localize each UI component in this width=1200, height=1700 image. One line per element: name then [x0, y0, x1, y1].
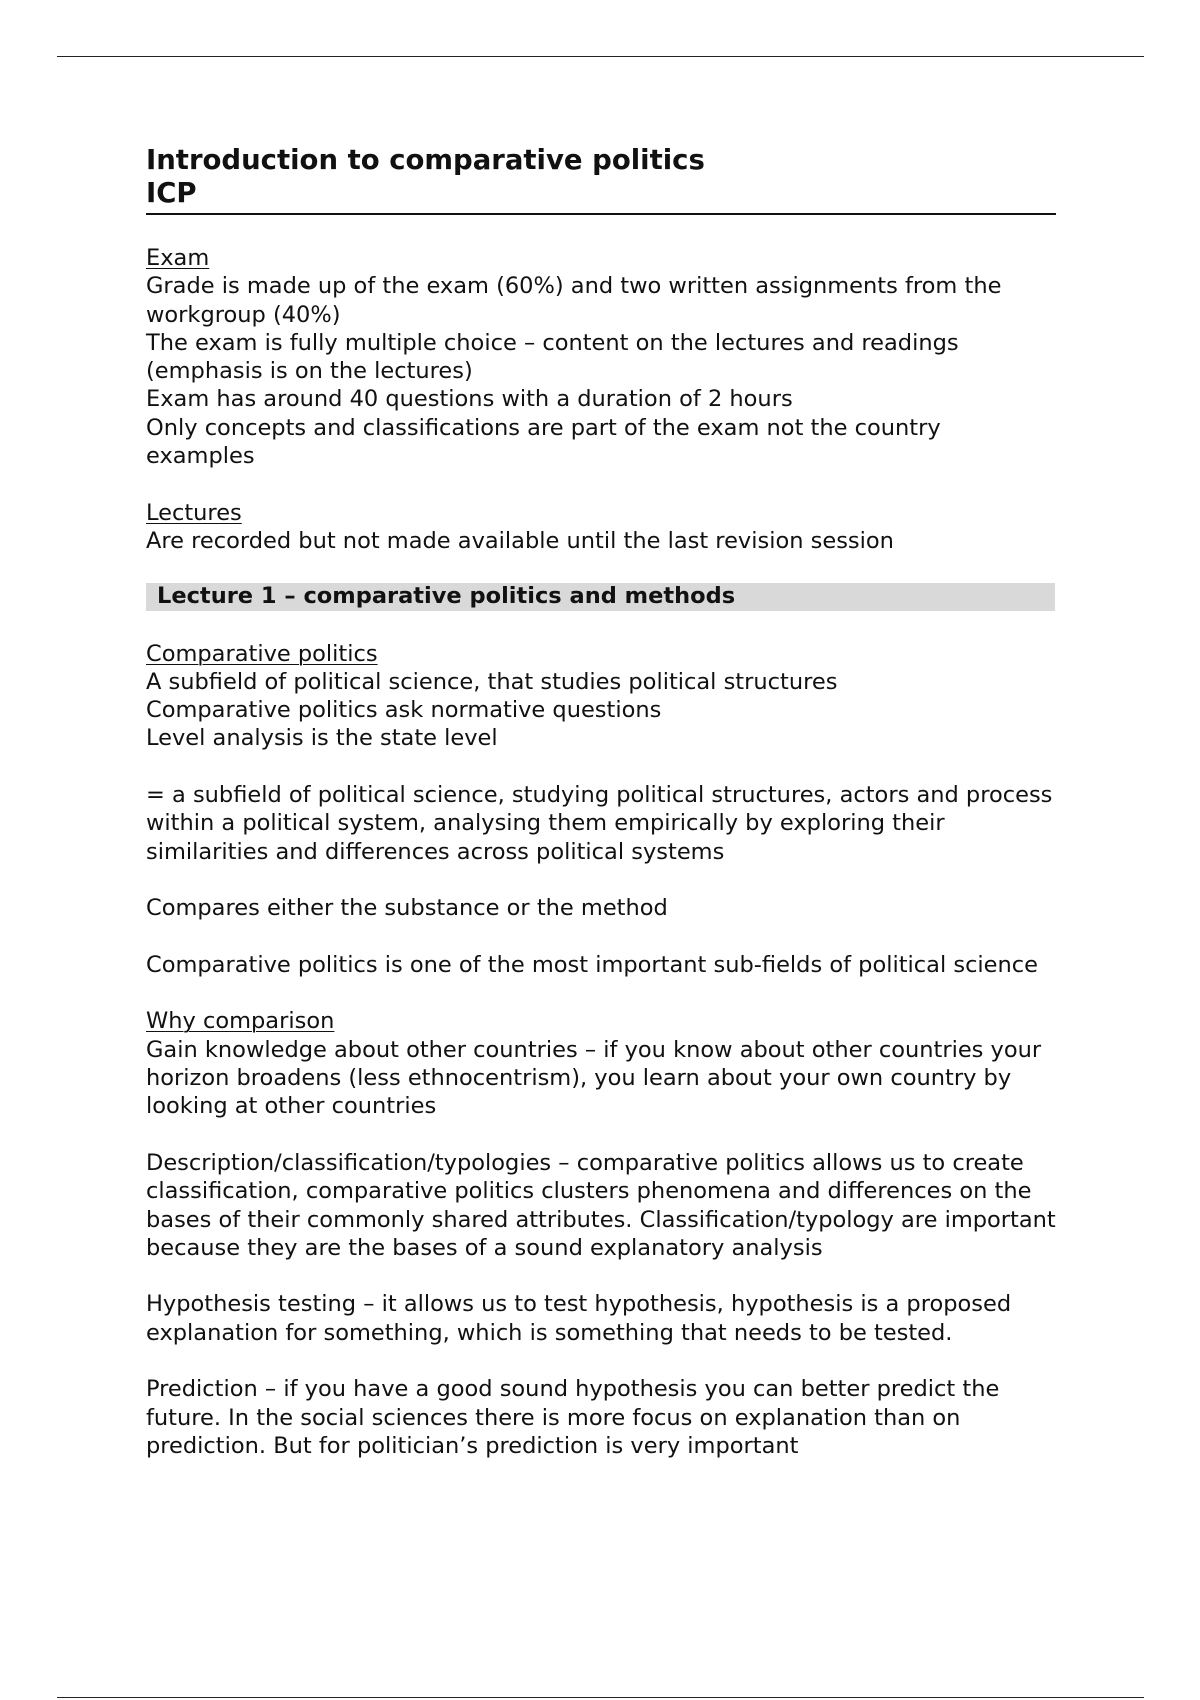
- document-subtitle: ICP: [146, 177, 197, 209]
- comparative-politics-line: Comparative politics ask normative questions: [146, 697, 662, 724]
- document-body: [146, 144, 1056, 1488]
- why-comparison-paragraph: Hypothesis testing – it allows us to test hypothesis, hypothesis is a proposed explanation for something, which is something that needs to be tested.: [146, 1291, 1012, 1346]
- comparative-politics-definition: = a subfield of political science, studying political structures, actors and process within a political system, analysing them empirically by exploring their similarities and differences across political systems: [146, 782, 1053, 865]
- lectures-heading: Lectures: [146, 499, 242, 526]
- comparative-politics-importance: Comparative politics is one of the most important sub-fields of political science: [146, 951, 1039, 978]
- exam-heading: Exam: [146, 245, 210, 271]
- exam-line: Only concepts and classifications are part of the exam not the country examples: [146, 414, 941, 470]
- comparative-politics-section: [146, 640, 1056, 753]
- exam-section: [146, 244, 1056, 470]
- comparative-politics-line: A subfield of political science, that studies political structures: [146, 668, 838, 695]
- page-bottom-rule: [57, 1697, 1144, 1698]
- comparative-politics-compares: Compares either the substance or the method: [146, 895, 668, 922]
- lectures-line: Are recorded but not made available until the last revision session: [146, 527, 894, 554]
- why-comparison-heading: Why comparison: [146, 1008, 335, 1035]
- why-comparison-paragraph: Gain knowledge about other countries – if you know about other countries your horizon broadens (less ethnocentrism), you learn about your own country by looking at other countries: [146, 1036, 1042, 1120]
- document-title: Introduction to comparative politics: [146, 144, 705, 176]
- why-comparison-paragraph: Description/classification/typologies – comparative politics allows us to create classification, comparative politics clusters phenomena and differences on the bases of their commonly shared attributes. Classification/typology are important because they are the bases of a sound explanatory analysis: [146, 1149, 1056, 1261]
- exam-line: Grade is made up of the exam (60%) and two written assignments from the workgroup (40%): [146, 273, 1002, 328]
- exam-line: The exam is fully multiple choice – content on the lectures and readings (emphasis is on the lectures): [146, 329, 959, 385]
- comparative-politics-heading: Comparative politics: [146, 640, 378, 667]
- title-underline: [146, 213, 1056, 215]
- why-comparison-section: [146, 1007, 1056, 1120]
- lectures-section: [146, 499, 1056, 556]
- lecture-1-heading-bar: Lecture 1 – comparative politics and methods: [146, 583, 1055, 611]
- why-comparison-paragraph: Prediction – if you have a good sound hypothesis you can better predict the future. In the social sciences there is more focus on explanation than on prediction. But for politician’s prediction is very important: [146, 1376, 1000, 1459]
- page-top-rule: [57, 56, 1144, 57]
- exam-line: Exam has around 40 questions with a duration of 2 hours: [146, 386, 793, 413]
- comparative-politics-line: Level analysis is the state level: [146, 725, 498, 752]
